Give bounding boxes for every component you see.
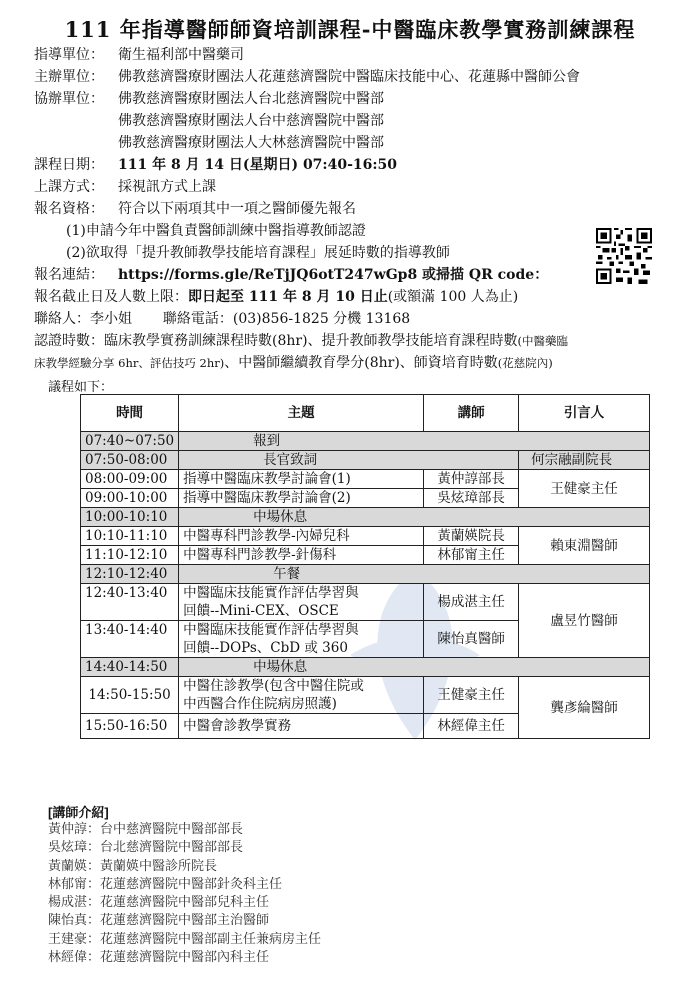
co-organizer-line: 佛教慈濟醫療財團法人大林慈濟醫院中醫部 — [118, 135, 384, 151]
certification-line2: 、中醫師繼續教育學分(8hr)、師資培育時數 — [224, 355, 498, 371]
host-cell: 龔彥綸醫師 — [519, 677, 650, 739]
registration-link[interactable]: https://forms.gle/ReTjJQ6otT247wGp8 — [118, 267, 418, 283]
list-item: 楊成湛：花蓮慈濟醫院中醫部兒科主任 — [48, 894, 270, 910]
time-cell: 15:50-16:50 — [81, 714, 179, 739]
certification-label: 認證時數： — [34, 333, 104, 349]
time-cell: 14:50-15:50 — [81, 677, 179, 714]
method-value: 採視訊方式上課 — [118, 179, 216, 195]
course-date-value: 111 年 8 月 14 日(星期日) 07:40-16:50 — [118, 157, 398, 173]
topic-cell: 報到 — [179, 432, 650, 451]
topic-cell: 午餐 — [179, 565, 650, 584]
deadline-value: 即日起至 111 年 8 月 10 日止 — [188, 289, 388, 305]
certification-row-2 — [34, 352, 674, 374]
speaker-cell: 林郁甯主任 — [424, 546, 519, 565]
bios-title: [講師介紹] — [48, 805, 109, 820]
header-host: 引言人 — [519, 395, 650, 432]
eligibility-item: (1)申請今年中醫負責醫師訓練中醫指導教師認證 — [66, 223, 366, 239]
phone-label: 聯絡電話： — [162, 311, 233, 327]
speaker-cell: 吳炫璋部長 — [424, 489, 519, 508]
phone-value: (03)856-1825 分機 13168 — [232, 311, 411, 327]
topic-cell: 中醫專科門診教學-內婦兒科 — [179, 527, 424, 546]
time-cell: 10:10-11:10 — [81, 527, 179, 546]
contact-row — [34, 308, 674, 330]
supervisor-label: 指導單位： — [34, 47, 104, 63]
speaker-cell: 王健豪主任 — [424, 677, 519, 714]
host-cell: 賴東淵醫師 — [519, 527, 650, 565]
organizer-row — [34, 66, 674, 88]
certification-line2-note-b: (花慈院內) — [497, 356, 553, 370]
certification-row — [34, 330, 674, 352]
time-cell: 11:10-12:10 — [81, 546, 179, 565]
link-suffix: 或掃描 QR code： — [417, 267, 549, 283]
agenda-label: 議程如下： — [48, 380, 114, 395]
time-cell: 12:40-13:40 — [81, 584, 179, 621]
topic-cell — [179, 584, 424, 621]
certification-line1-note: (中醫藥臨 — [517, 334, 569, 348]
time-cell: 14:40-14:50 — [81, 658, 179, 677]
table-row — [81, 508, 650, 527]
supervisor-value: 衛生福利部中醫藥司 — [118, 47, 244, 63]
eligibility-row — [34, 198, 674, 220]
topic-cell — [179, 677, 424, 714]
host-cell: 盧昱竹醫師 — [519, 584, 650, 658]
topic-cell: 指導中醫臨床教學討論會(2) — [179, 489, 424, 508]
agenda-table — [80, 394, 650, 739]
speaker-cell: 何宗融副院長 — [519, 451, 650, 470]
time-cell: 07:40~07:50 — [81, 432, 179, 451]
deadline-label: 報名截止日及人數上限： — [34, 289, 188, 305]
course-date-row — [34, 154, 674, 176]
header-time: 時間 — [81, 395, 179, 432]
list-item: 黃仲諄：台中慈濟醫院中醫部部長 — [48, 821, 244, 836]
bios-list — [48, 820, 321, 966]
speaker-cell: 黃仲諄部長 — [424, 470, 519, 489]
eligibility-item: (2)欲取得「提升教師教學技能培育課程」展延時數的指導教師 — [66, 245, 450, 261]
speaker-cell: 黃蘭媖院長 — [424, 527, 519, 546]
method-label: 上課方式： — [34, 179, 104, 195]
table-row — [81, 470, 650, 489]
organizer-value: 佛教慈濟醫療財團法人花蓮慈濟醫院中醫臨床技能中心、花蓮縣中醫師公會 — [118, 69, 580, 85]
speaker-cell: 林經偉主任 — [424, 714, 519, 739]
certification-line1: 臨床教學實務訓練課程時數(8hr)、提升教師教學技能培育課程時數 — [104, 333, 518, 349]
eligibility-value: 符合以下兩項其中一項之醫師優先報名 — [118, 201, 356, 217]
link-label: 報名連結： — [34, 267, 104, 283]
table-row — [81, 677, 650, 714]
time-cell: 08:00-09:00 — [81, 470, 179, 489]
header-topic: 主題 — [179, 395, 424, 432]
method-row — [34, 176, 674, 198]
table-row — [81, 658, 650, 677]
co-organizer-row — [34, 88, 674, 110]
deadline-suffix: (或額滿 100 人為止) — [387, 289, 519, 305]
list-item: 黃蘭媖：黃蘭媖中醫診所院長 — [48, 857, 218, 873]
header-speaker: 講師 — [424, 395, 519, 432]
contact-label: 聯絡人： — [34, 311, 90, 327]
table-row — [81, 565, 650, 584]
organizer-label: 主辦單位： — [34, 69, 104, 85]
topic-line: 中醫臨床技能實作評估學習與 — [183, 585, 359, 601]
table-header-row — [81, 395, 650, 432]
topic-cell: 指導中醫臨床教學討論會(1) — [179, 470, 424, 489]
topic-cell — [179, 621, 424, 658]
supervisor-row — [34, 44, 674, 66]
time-cell: 12:10-12:40 — [81, 565, 179, 584]
table-row — [81, 584, 650, 621]
certification-line2-note: 床教學經驗分享 6hr、評估技巧 2hr) — [34, 356, 225, 370]
list-item: 吳炫璋：台北慈濟醫院中醫部部長 — [48, 839, 244, 855]
time-cell: 09:00-10:00 — [81, 489, 179, 508]
time-cell: 10:00-10:10 — [81, 508, 179, 527]
list-item: 林郁甯：花蓮慈濟醫院中醫部針灸科主任 — [48, 875, 283, 891]
eligibility-label: 報名資格： — [34, 201, 104, 217]
deadline-row — [34, 286, 674, 308]
co-organizer-line: 佛教慈濟醫療財團法人台中慈濟醫院中醫部 — [118, 113, 384, 129]
list-item: 王建豪：花蓮慈濟醫院中醫部副主任兼病房主任 — [48, 930, 322, 946]
topic-line: 中醫臨床技能實作評估學習與 — [183, 622, 359, 638]
table-row — [81, 451, 650, 470]
topic-cell: 中醫會診教學實務 — [179, 714, 424, 739]
host-cell: 王健豪主任 — [519, 470, 650, 508]
topic-cell: 長官致詞 — [179, 451, 519, 470]
topic-cell: 中場休息 — [179, 658, 650, 677]
topic-cell: 中醫專科門診教學-針傷科 — [179, 546, 424, 565]
time-cell: 07:50-08:00 — [81, 451, 179, 470]
co-organizer-line: 佛教慈濟醫療財團法人台北慈濟醫院中醫部 — [118, 91, 384, 107]
topic-line: 中醫住診教學(包含中醫住院或 — [183, 678, 364, 694]
topic-line: 回饋--Mini-CEX、OSCE — [183, 603, 339, 619]
contact-name: 李小姐 — [90, 311, 132, 327]
speaker-cell: 楊成湛主任 — [424, 584, 519, 621]
list-item: 林經偉：花蓮慈濟醫院中醫部內科主任 — [48, 949, 270, 965]
table-row — [81, 527, 650, 546]
topic-cell: 中場休息 — [179, 508, 650, 527]
link-row — [34, 264, 674, 286]
qr-code-icon[interactable] — [596, 228, 652, 284]
time-cell: 13:40-14:40 — [81, 621, 179, 658]
course-date-label: 課程日期： — [34, 157, 104, 173]
list-item: 陳怡真：花蓮慈濟醫院中醫部主治醫師 — [48, 912, 270, 928]
page-title: 111 年指導醫師師資培訓課程-中醫臨床教學實務訓練課程 — [64, 17, 636, 42]
table-row — [81, 432, 650, 451]
topic-line: 回饋--DOPs、CbD 或 360 — [183, 640, 348, 656]
co-organizer-label: 協辦單位： — [34, 91, 104, 107]
speaker-cell: 陳怡真醫師 — [424, 621, 519, 658]
topic-line: 中西醫合作住院病房照護) — [183, 696, 337, 712]
